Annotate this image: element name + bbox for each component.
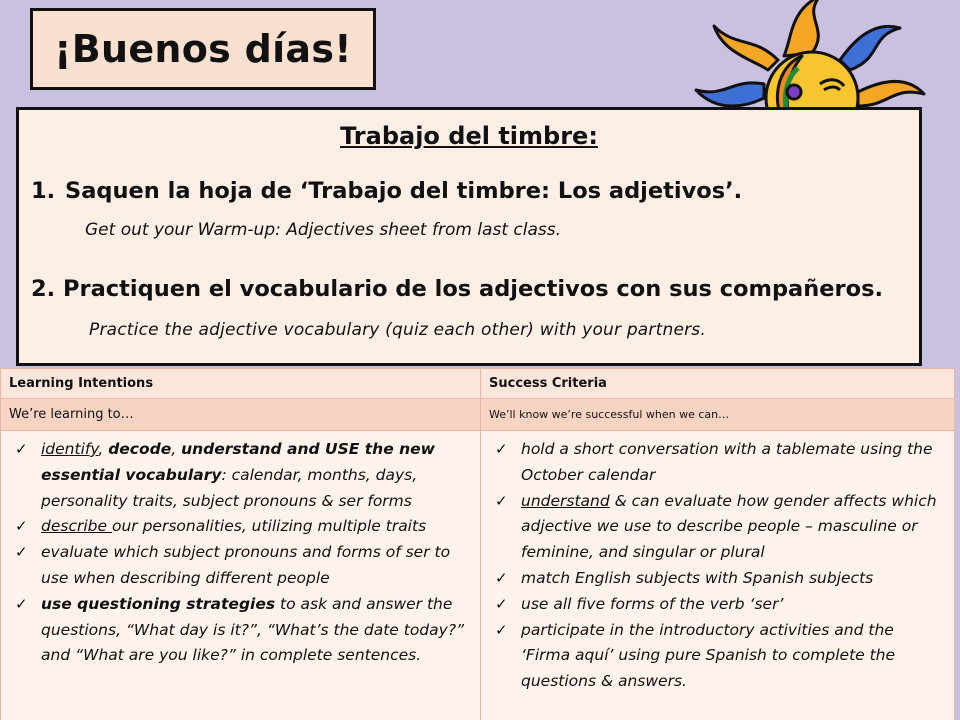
list-item	[9, 592, 472, 669]
check-icon: ✓	[495, 440, 508, 458]
list-text: describe	[41, 517, 112, 536]
list-text: ,	[98, 440, 109, 458]
learning-table	[0, 368, 955, 720]
list-text: match English subjects with Spanish subjects	[521, 568, 874, 587]
list-text: use questioning strategies	[41, 594, 276, 613]
step-2-english: Practice the adjective vocabulary (quiz each other) with your partners.	[89, 320, 706, 340]
check-icon: ✓	[495, 491, 508, 510]
check-icon: ✓	[15, 440, 28, 458]
list-text: ,	[171, 440, 182, 458]
table-subheader-row	[1, 399, 955, 431]
learning-intentions-list	[9, 437, 472, 669]
list-text: identify	[41, 440, 99, 458]
check-icon: ✓	[495, 594, 508, 613]
list-item	[489, 566, 946, 592]
table-header-row	[1, 369, 955, 399]
list-item	[489, 489, 946, 566]
step-1-text: Saquen la hoja de ‘Trabajo del timbre: Los adjetivos’.	[65, 178, 743, 204]
success-criteria-subheader: We’ll know we’re successful when we can…	[481, 399, 955, 431]
list-text: to ask and answer the questions, “What day is it?”, “What’s the date today?” and “What are you like?” in complete sentences.	[41, 594, 465, 665]
step-1-number: 1.	[31, 178, 56, 204]
list-text: : calendar, months, days, personality traits, subject pronouns & ser forms	[41, 465, 418, 510]
learning-intentions-header: Learning Intentions	[1, 369, 481, 399]
list-text: participate in the introductory activities and the ‘Firma aquí’ using pure Spanish to complete the questions & answers.	[521, 620, 896, 691]
list-item	[489, 437, 946, 489]
table-body-row	[1, 431, 955, 720]
check-icon: ✓	[495, 620, 508, 639]
success-criteria-header: Success Criteria	[481, 369, 955, 399]
learning-intentions-subheader: We’re learning to…	[1, 399, 481, 431]
warmup-heading: Trabajo del timbre:	[340, 122, 598, 150]
list-item	[489, 618, 946, 695]
step-1-english: Get out your Warm-up: Adjectives sheet from last class.	[85, 220, 561, 240]
check-icon: ✓	[495, 568, 508, 587]
list-text: hold a short conversation with a tablemate using the October calendar	[521, 440, 933, 484]
step-1	[31, 178, 742, 204]
list-text: understand and USE the new essential vocabulary	[41, 440, 435, 484]
list-item	[9, 437, 472, 514]
list-text: understand	[521, 491, 610, 510]
list-text: evaluate which subject pronouns and forms of ser to use when describing different people	[41, 543, 451, 587]
list-text: & can evaluate how gender affects which adjective we use to describe people – masculine or feminine, and singular or plural	[521, 491, 937, 562]
list-item	[489, 592, 946, 618]
list-text: our personalities, utilizing multiple traits	[111, 517, 427, 536]
list-text: use all five forms of the verb ‘ser’	[521, 594, 784, 613]
step-2-text: 2. Practiquen el vocabulario de los adjectivos con sus compañeros.	[31, 276, 884, 302]
success-criteria-list	[489, 437, 946, 695]
check-icon: ✓	[15, 594, 28, 613]
check-icon: ✓	[15, 543, 28, 562]
list-item	[9, 540, 472, 592]
list-item	[9, 514, 472, 540]
learning-intentions-cell	[1, 431, 481, 720]
warmup-panel	[16, 107, 922, 366]
success-criteria-cell	[481, 431, 955, 720]
page-title: ¡Buenos días!	[30, 8, 376, 90]
list-text: decode	[108, 440, 172, 458]
check-icon: ✓	[15, 517, 28, 536]
